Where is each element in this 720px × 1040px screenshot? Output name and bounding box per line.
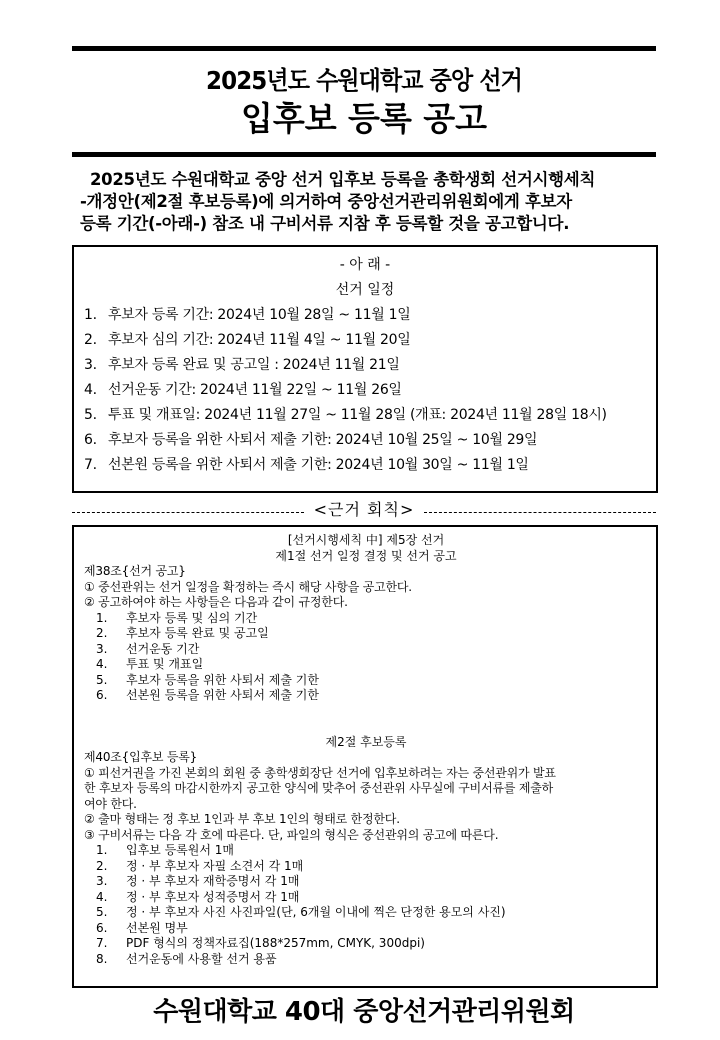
item-number: 4.: [96, 657, 108, 671]
schedule-item: [84, 428, 656, 453]
item-text: 선본원 등록을 위한 사퇴서 제출 기한: 2024년 10월 30일 ~ 11월 1일: [108, 457, 529, 473]
schedule-item: [84, 453, 656, 478]
item-number: 3.: [96, 641, 108, 656]
intro-line: 등록 기간(-아래-) 참조 내 구비서류 지참 후 등록할 것을 공고합니다.: [80, 214, 570, 233]
document-subtitle: 입후보 등록 공고: [240, 99, 488, 138]
separator-label: <근거 회칙>: [313, 500, 415, 519]
item-text: 후보자 심의 기간: 2024년 11월 4일 ~ 11월 20일: [108, 332, 411, 348]
document-title: 2025년도 수원대학교 중앙 선거: [206, 66, 522, 95]
item-text: 후보자 등록 기간: 2024년 10월 28일 ~ 11월 1일: [108, 307, 411, 323]
intro-paragraph: [80, 169, 656, 235]
schedule-item: [84, 403, 656, 428]
required-document-item: [84, 874, 648, 890]
item-number: 3.: [96, 874, 108, 888]
article40-clause1-line: 한 후보자 등록의 마감시한까지 공고한 양식에 맞추어 중선관위 사무실에 구비서류를 제출하: [84, 781, 554, 795]
item-number: 5.: [84, 407, 97, 423]
schedule-item: [84, 303, 656, 328]
required-document-item: [84, 952, 648, 968]
article38-item: [84, 642, 648, 658]
item-text: 후보자 등록 완료 및 공고일: [126, 626, 269, 640]
article40-clause1-line: ① 피선거권을 가진 본회의 회원 중 총학생회장단 선거에 입후보하려는 자는 중선관위가 발표: [84, 765, 556, 780]
item-text: 선본원 명부: [126, 920, 188, 935]
article40-clause2: ② 출마 형태는 정 후보 1인과 부 후보 1인의 형태로 한정한다.: [84, 812, 400, 826]
item-text: 정 · 부 후보자 사진 사진파일(단, 6개월 이내에 찍은 단정한 용모의 사진): [126, 905, 506, 919]
required-document-item: [84, 843, 648, 859]
article38-item: [84, 657, 648, 673]
item-number: 2.: [96, 858, 108, 873]
item-text: 선거운동 기간: [126, 641, 200, 656]
title-bottom-rule: [72, 152, 656, 157]
item-text: 정 · 부 후보자 재학증명서 각 1매: [126, 874, 300, 888]
item-text: 입후보 등록원서 1매: [126, 843, 235, 857]
item-text: PDF 형식의 정책자료집(188*257mm, CMYK, 300dpi): [126, 936, 425, 950]
schedule-item: [84, 378, 656, 403]
item-number: 4.: [84, 382, 97, 398]
item-text: 후보자 등록을 위한 사퇴서 제출 기한: 2024년 10월 25일 ~ 10월 29일: [108, 432, 538, 448]
schedule-list: [74, 303, 656, 478]
schedule-item: [84, 328, 656, 353]
article40-title: 제40조{입후보 등록}: [84, 750, 198, 764]
section2-title: 제2절 후보등록: [325, 734, 407, 749]
required-document-item: [84, 905, 648, 921]
item-number: 3.: [84, 357, 97, 373]
section1-title: 제1절 선거 일정 결정 및 선거 공고: [275, 548, 457, 563]
rules-box: [72, 525, 658, 988]
issuer-signature: 수원대학교 40대 중앙선거관리위원회: [153, 997, 575, 1027]
item-text: 후보자 등록을 위한 사퇴서 제출 기한: [126, 672, 319, 687]
article38-title: 제38조{선거 공고}: [84, 564, 186, 578]
item-number: 8.: [96, 951, 108, 966]
item-number: 5.: [96, 905, 108, 919]
item-number: 1.: [96, 843, 108, 857]
section-separator: [72, 499, 656, 521]
item-number: 6.: [84, 432, 97, 448]
required-document-item: [84, 859, 648, 875]
item-number: 6.: [96, 920, 108, 935]
schedule-subheading: 선거 일정: [335, 282, 395, 298]
required-document-item: [84, 936, 648, 952]
item-text: 선본원 등록을 위한 사퇴서 제출 기한: [126, 688, 319, 702]
item-number: 7.: [84, 457, 97, 473]
required-document-item: [84, 921, 648, 937]
article38-clause: ① 중선관위는 선거 일정을 확정하는 즉시 해당 사항을 공고한다.: [84, 579, 412, 594]
article38-item: [84, 673, 648, 689]
item-text: 선거운동 기간: 2024년 11월 22일 ~ 11월 26일: [108, 382, 402, 398]
item-text: 후보자 등록 및 심의 기간: [126, 610, 258, 625]
item-number: 2.: [96, 626, 108, 640]
intro-line: 2025년도 수원대학교 중앙 선거 입후보 등록을 총학생회 선거시행세칙: [90, 170, 596, 189]
item-number: 5.: [96, 672, 108, 687]
schedule-box: [72, 245, 658, 493]
item-text: 후보자 등록 완료 및 공고일 : 2024년 11월 21일: [108, 357, 400, 373]
dashed-line-left: [72, 512, 304, 513]
item-number: 1.: [84, 307, 97, 323]
schedule-item: [84, 353, 656, 378]
item-text: 선거운동에 사용할 선거 용품: [126, 951, 277, 966]
item-number: 7.: [96, 936, 108, 950]
article38-clause: ② 공고하여야 하는 사항들은 다음과 같이 규정한다.: [84, 595, 348, 609]
intro-line: -개정안(제2절 후보등록)에 의거하여 중앙선거관리위원회에게 후보자: [80, 192, 572, 211]
article38-item: [84, 626, 648, 642]
top-rule: [72, 46, 656, 51]
schedule-heading: - 아 래 -: [339, 257, 391, 273]
item-text: 투표 및 개표일: 2024년 11월 27일 ~ 11월 28일 (개표: 2024년 11월 28일 18시): [108, 407, 607, 423]
item-number: 2.: [84, 332, 97, 348]
item-number: 1.: [96, 610, 108, 625]
item-number: 4.: [96, 889, 108, 904]
required-document-item: [84, 890, 648, 906]
article40-clause1-line: 여야 한다.: [84, 796, 137, 811]
item-number: 6.: [96, 688, 108, 702]
spacer: [84, 704, 648, 735]
article40-clause3: ③ 구비서류는 다음 각 호에 따른다. 단, 파일의 형식은 중선관위의 공고에 따른다.: [84, 827, 499, 842]
item-text: 정 · 부 후보자 성적증명서 각 1매: [126, 889, 300, 904]
item-text: 투표 및 개표일: [126, 657, 204, 671]
item-text: 정 · 부 후보자 자필 소견서 각 1매: [126, 858, 304, 873]
article38-item: [84, 611, 648, 627]
rules-source: [선거시행세칙 中] 제5장 선거: [287, 533, 445, 547]
article38-item: [84, 688, 648, 704]
dashed-line-right: [424, 512, 656, 513]
